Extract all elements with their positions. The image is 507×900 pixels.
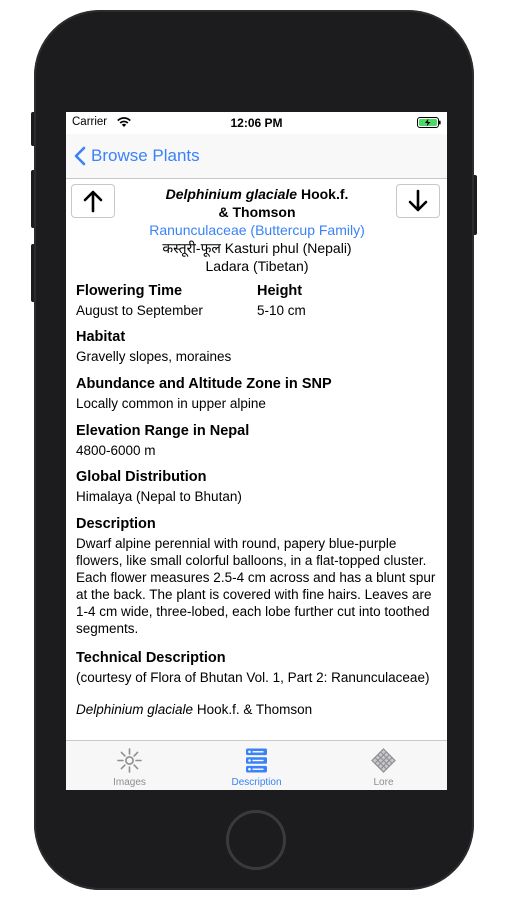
plant-scientific-name: Delphinium glaciale <box>165 186 298 202</box>
description-section <box>76 516 438 637</box>
tab-images[interactable] <box>66 741 193 790</box>
distribution-value: Himalaya (Nepal to Bhutan) <box>76 489 242 504</box>
status-time: 12:06 PM <box>230 116 283 130</box>
height-value: 5-10 cm <box>257 303 306 318</box>
distribution-section <box>76 469 436 505</box>
status-bar <box>66 112 447 132</box>
plant-common-name-nepali: कस्तूरी-फूल Kasturi phul (Nepali) <box>162 240 352 256</box>
plant-header <box>122 185 392 275</box>
tab-bar <box>66 740 447 790</box>
navigation-bar <box>66 134 447 179</box>
tab-lore[interactable] <box>320 741 447 790</box>
technical-description-section <box>76 650 436 718</box>
abundance-section <box>76 376 436 412</box>
chevron-left-icon <box>74 146 86 166</box>
diamond-knot-icon <box>370 747 397 774</box>
habitat-value: Gravelly slopes, moraines <box>76 349 232 364</box>
elevation-value: 4800-6000 m <box>76 443 156 458</box>
habitat-label: Habitat <box>76 329 126 345</box>
sun-icon <box>116 747 143 774</box>
plant-detail-content[interactable] <box>66 179 447 739</box>
technical-species-name: Delphinium glaciale <box>76 702 194 717</box>
height-label: Height <box>257 283 303 299</box>
technical-species-authority: Hook.f. & Thomson <box>196 702 313 717</box>
app-screen <box>66 112 447 790</box>
plant-family-link[interactable]: Ranunculaceae (Buttercup Family) <box>149 222 365 238</box>
technical-description-label: Technical Description <box>76 650 226 666</box>
tab-description[interactable] <box>193 741 320 790</box>
height-section <box>257 283 427 319</box>
carrier-label: Carrier <box>72 116 108 128</box>
habitat-section <box>76 329 436 365</box>
arrow-up-icon <box>82 189 104 213</box>
elevation-section <box>76 423 436 459</box>
plant-authority: Hook.f. <box>300 186 349 202</box>
technical-species-line <box>76 701 436 718</box>
battery-charging-icon <box>417 117 441 128</box>
plant-common-name-tibetan: Ladara (Tibetan) <box>205 258 309 274</box>
elevation-label: Elevation Range in Nepal <box>76 423 250 439</box>
next-plant-button[interactable] <box>396 184 440 218</box>
description-label: Description <box>76 516 156 532</box>
back-button-label: Browse Plants <box>91 146 200 165</box>
home-button[interactable] <box>226 810 286 870</box>
distribution-label: Global Distribution <box>76 469 207 485</box>
plant-title <box>122 185 392 221</box>
abundance-value: Locally common in upper alpine <box>76 396 266 411</box>
tab-description-label: Description <box>231 777 282 788</box>
arrow-down-icon <box>407 189 429 213</box>
plant-authority-continued: & Thomson <box>218 204 296 220</box>
list-icon <box>243 747 270 774</box>
previous-plant-button[interactable] <box>71 184 115 218</box>
tab-lore-label: Lore <box>373 777 394 788</box>
flowering-time-label: Flowering Time <box>76 283 183 299</box>
back-button[interactable] <box>74 142 200 170</box>
description-value: Dwarf alpine perennial with round, papery blue-purple flowers, like small colorful balloons, in a flat-topped cluster. Each flower measures 2.5-4 cm across and has a blunt spur at the back. The plant is covered with fine hairs. Leaves are 1-4 cm wide, three-lobed, each lobe further cut into toothed segments. <box>76 536 436 636</box>
technical-description-value: (courtesy of Flora of Bhutan Vol. 1, Part 2: Ranunculaceae) <box>76 670 430 685</box>
flowering-time-value: August to September <box>76 303 203 318</box>
flowering-time-section <box>76 283 246 319</box>
tab-images-label: Images <box>113 777 146 788</box>
abundance-label: Abundance and Altitude Zone in SNP <box>76 376 332 392</box>
